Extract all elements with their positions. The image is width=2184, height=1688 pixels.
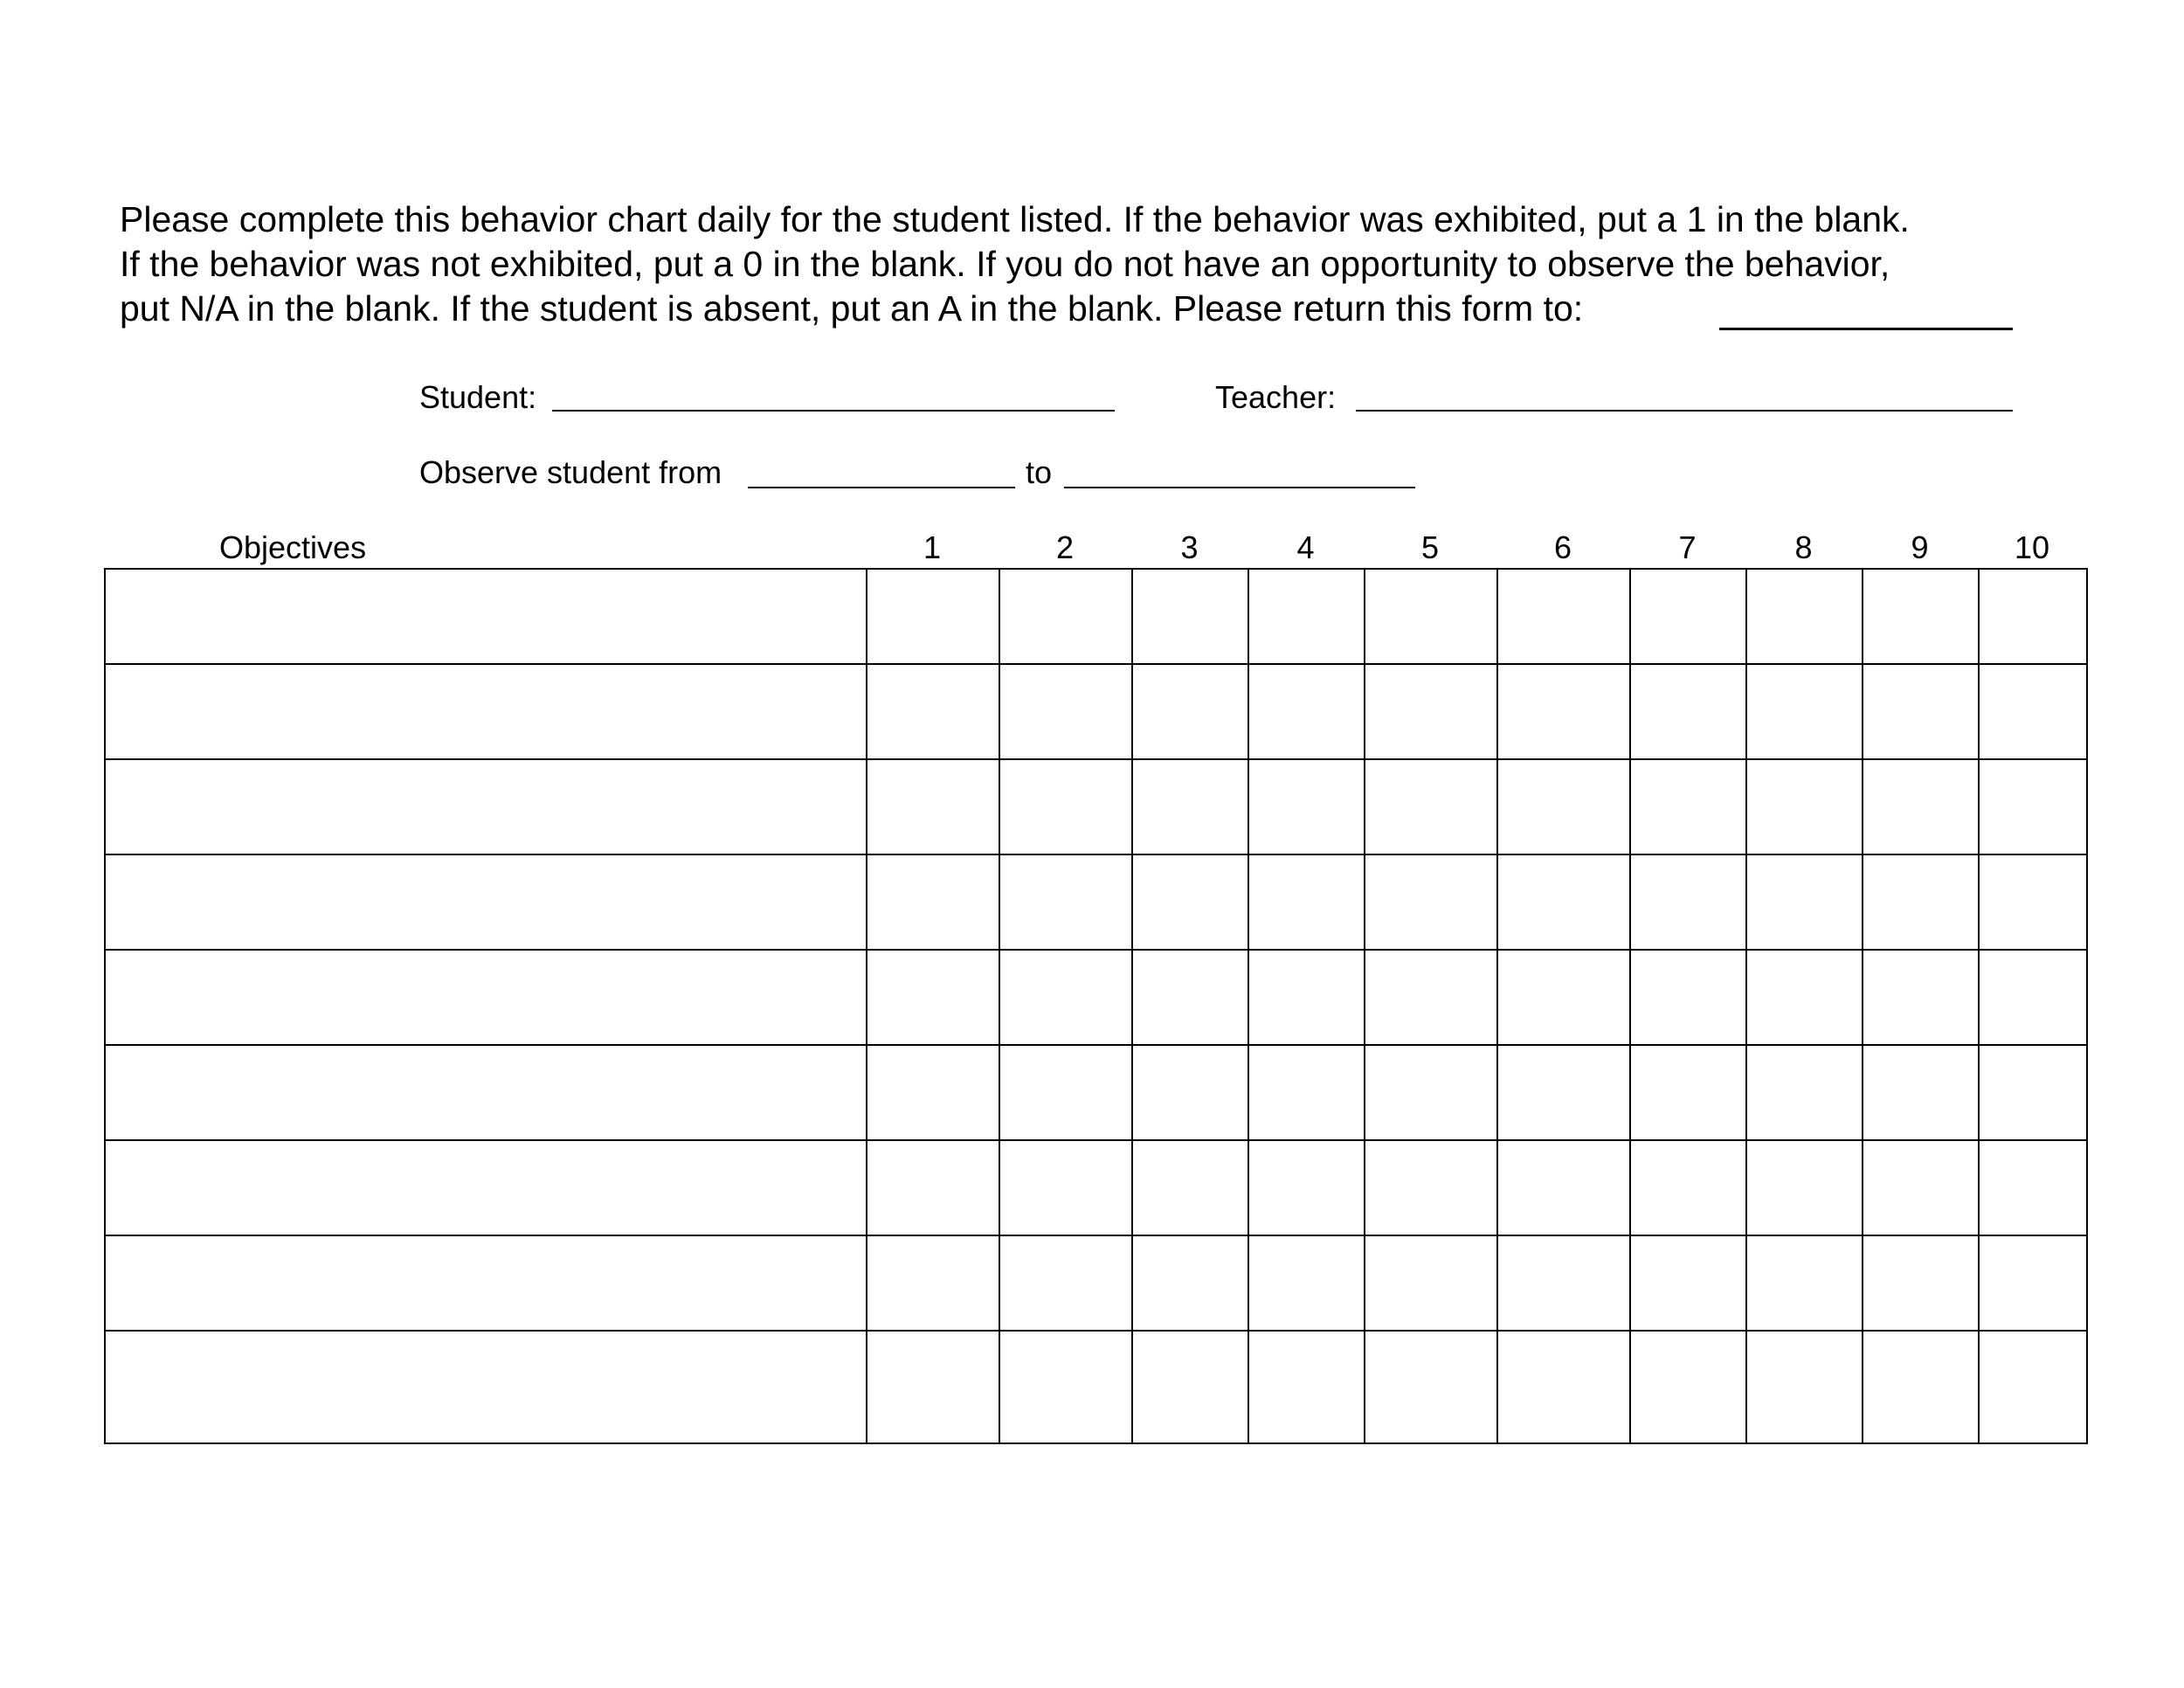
- day-9-cell[interactable]: [1863, 950, 1979, 1045]
- day-header-8: 8: [1794, 529, 1813, 565]
- day-9-cell[interactable]: [1863, 759, 1979, 854]
- day-5-cell[interactable]: [1365, 664, 1497, 759]
- day-6-cell[interactable]: [1497, 950, 1630, 1045]
- day-5-cell[interactable]: [1365, 854, 1497, 950]
- day-10-cell[interactable]: [1979, 569, 2087, 664]
- instructions-line-1: Please complete this behavior chart daily for the student listed. If the behavior was exhibited, put a 1 in the blank.: [120, 199, 1910, 239]
- day-header-7: 7: [1678, 529, 1697, 565]
- day-4-cell[interactable]: [1248, 569, 1365, 664]
- table-row: [105, 1045, 2087, 1140]
- day-7-cell[interactable]: [1630, 1140, 1746, 1235]
- day-7-cell[interactable]: [1630, 759, 1746, 854]
- day-4-cell[interactable]: [1248, 759, 1365, 854]
- day-10-cell[interactable]: [1979, 1331, 2087, 1443]
- day-2-cell[interactable]: [999, 759, 1132, 854]
- day-header-9: 9: [1911, 529, 1929, 565]
- day-9-cell[interactable]: [1863, 854, 1979, 950]
- teacher-name-blank[interactable]: [1356, 410, 2013, 412]
- day-8-cell[interactable]: [1746, 569, 1863, 664]
- day-2-cell[interactable]: [999, 569, 1132, 664]
- teacher-label: Teacher:: [1215, 379, 1337, 415]
- day-8-cell[interactable]: [1746, 664, 1863, 759]
- day-6-cell[interactable]: [1497, 1331, 1630, 1443]
- day-1-cell[interactable]: [867, 1140, 999, 1235]
- day-4-cell[interactable]: [1248, 1235, 1365, 1331]
- day-3-cell[interactable]: [1132, 759, 1248, 854]
- day-4-cell[interactable]: [1248, 1045, 1365, 1140]
- day-1-cell[interactable]: [867, 664, 999, 759]
- day-5-cell[interactable]: [1365, 759, 1497, 854]
- day-10-cell[interactable]: [1979, 664, 2087, 759]
- day-3-cell[interactable]: [1132, 569, 1248, 664]
- day-4-cell[interactable]: [1248, 950, 1365, 1045]
- day-8-cell[interactable]: [1746, 950, 1863, 1045]
- behavior-chart-table: [104, 568, 2088, 1444]
- day-header-3: 3: [1180, 529, 1199, 565]
- day-2-cell[interactable]: [999, 1235, 1132, 1331]
- day-header-10: 10: [2014, 529, 2050, 565]
- day-4-cell[interactable]: [1248, 854, 1365, 950]
- day-2-cell[interactable]: [999, 1045, 1132, 1140]
- day-3-cell[interactable]: [1132, 950, 1248, 1045]
- day-header-5: 5: [1420, 529, 1440, 565]
- column-headers: [0, 529, 2184, 567]
- objectives-header: Objectives: [219, 529, 367, 565]
- day-5-cell[interactable]: [1365, 1140, 1497, 1235]
- day-6-cell[interactable]: [1497, 569, 1630, 664]
- objective-cell[interactable]: [105, 664, 867, 759]
- day-2-cell[interactable]: [999, 950, 1132, 1045]
- day-5-cell[interactable]: [1365, 950, 1497, 1045]
- day-9-cell[interactable]: [1863, 569, 1979, 664]
- instructions-line-3: put N/A in the blank. If the student is absent, put an A in the blank. Please return this form to:: [120, 288, 1584, 329]
- day-7-cell[interactable]: [1630, 1331, 1746, 1443]
- table-row: [105, 759, 2087, 854]
- objective-cell[interactable]: [105, 1045, 867, 1140]
- day-8-cell[interactable]: [1746, 1331, 1863, 1443]
- day-1-cell[interactable]: [867, 950, 999, 1045]
- day-8-cell[interactable]: [1746, 1045, 1863, 1140]
- day-3-cell[interactable]: [1132, 1331, 1248, 1443]
- day-10-cell[interactable]: [1979, 854, 2087, 950]
- day-6-cell[interactable]: [1497, 664, 1630, 759]
- day-4-cell[interactable]: [1248, 1140, 1365, 1235]
- objective-cell[interactable]: [105, 1235, 867, 1331]
- table-row: [105, 854, 2087, 950]
- day-6-cell[interactable]: [1497, 1045, 1630, 1140]
- day-9-cell[interactable]: [1863, 664, 1979, 759]
- day-header-6: 6: [1553, 529, 1572, 565]
- day-8-cell[interactable]: [1746, 854, 1863, 950]
- instructions-line-2: If the behavior was not exhibited, put a 0 in the blank. If you do not have an opportunity to observe the behavior,: [120, 244, 1890, 284]
- day-header-2: 2: [1055, 529, 1075, 565]
- table-row: [105, 1140, 2087, 1235]
- day-6-cell[interactable]: [1497, 1235, 1630, 1331]
- day-5-cell[interactable]: [1365, 1045, 1497, 1140]
- day-1-cell[interactable]: [867, 759, 999, 854]
- day-7-cell[interactable]: [1630, 664, 1746, 759]
- day-1-cell[interactable]: [867, 1331, 999, 1443]
- objective-cell[interactable]: [105, 950, 867, 1045]
- day-1-cell[interactable]: [867, 1235, 999, 1331]
- observe-from-blank[interactable]: [748, 487, 1015, 488]
- day-8-cell[interactable]: [1746, 1140, 1863, 1235]
- day-3-cell[interactable]: [1132, 1235, 1248, 1331]
- table-row: [105, 1235, 2087, 1331]
- day-4-cell[interactable]: [1248, 664, 1365, 759]
- day-8-cell[interactable]: [1746, 759, 1863, 854]
- day-6-cell[interactable]: [1497, 1140, 1630, 1235]
- day-2-cell[interactable]: [999, 1140, 1132, 1235]
- day-2-cell[interactable]: [999, 854, 1132, 950]
- day-3-cell[interactable]: [1132, 854, 1248, 950]
- objective-cell[interactable]: [105, 569, 867, 664]
- table-row: [105, 1331, 2087, 1443]
- observe-to-blank[interactable]: [1064, 487, 1415, 488]
- day-4-cell[interactable]: [1248, 1331, 1365, 1443]
- day-10-cell[interactable]: [1979, 1140, 2087, 1235]
- day-header-4: 4: [1296, 529, 1315, 565]
- day-3-cell[interactable]: [1132, 1140, 1248, 1235]
- objective-cell[interactable]: [105, 854, 867, 950]
- day-1-cell[interactable]: [867, 854, 999, 950]
- objective-cell[interactable]: [105, 1140, 867, 1235]
- chart-body: [105, 569, 2087, 1443]
- day-10-cell[interactable]: [1979, 759, 2087, 854]
- day-6-cell[interactable]: [1497, 759, 1630, 854]
- table-row: [105, 569, 2087, 664]
- day-2-cell[interactable]: [999, 664, 1132, 759]
- day-7-cell[interactable]: [1630, 854, 1746, 950]
- student-name-blank[interactable]: [552, 410, 1115, 412]
- day-9-cell[interactable]: [1863, 1331, 1979, 1443]
- table-row: [105, 664, 2087, 759]
- day-7-cell[interactable]: [1630, 950, 1746, 1045]
- table-row: [105, 950, 2087, 1045]
- day-1-cell[interactable]: [867, 1045, 999, 1140]
- day-8-cell[interactable]: [1746, 1235, 1863, 1331]
- day-7-cell[interactable]: [1630, 1235, 1746, 1331]
- day-5-cell[interactable]: [1365, 569, 1497, 664]
- day-10-cell[interactable]: [1979, 1045, 2087, 1140]
- day-9-cell[interactable]: [1863, 1045, 1979, 1140]
- day-9-cell[interactable]: [1863, 1140, 1979, 1235]
- day-6-cell[interactable]: [1497, 854, 1630, 950]
- to-label: to: [1026, 454, 1053, 490]
- instructions-paragraph: [120, 197, 2077, 331]
- day-3-cell[interactable]: [1132, 664, 1248, 759]
- observe-from-label: Observe student from: [419, 454, 722, 490]
- day-2-cell[interactable]: [999, 1331, 1132, 1443]
- return-to-blank[interactable]: [1719, 328, 2013, 330]
- student-label: Student:: [419, 379, 537, 415]
- day-9-cell[interactable]: [1863, 1235, 1979, 1331]
- day-5-cell[interactable]: [1365, 1331, 1497, 1443]
- objective-cell[interactable]: [105, 1331, 867, 1443]
- objective-cell[interactable]: [105, 759, 867, 854]
- day-7-cell[interactable]: [1630, 1045, 1746, 1140]
- day-10-cell[interactable]: [1979, 950, 2087, 1045]
- day-7-cell[interactable]: [1630, 569, 1746, 664]
- day-1-cell[interactable]: [867, 569, 999, 664]
- day-header-1: 1: [923, 529, 942, 565]
- day-5-cell[interactable]: [1365, 1235, 1497, 1331]
- day-10-cell[interactable]: [1979, 1235, 2087, 1331]
- day-3-cell[interactable]: [1132, 1045, 1248, 1140]
